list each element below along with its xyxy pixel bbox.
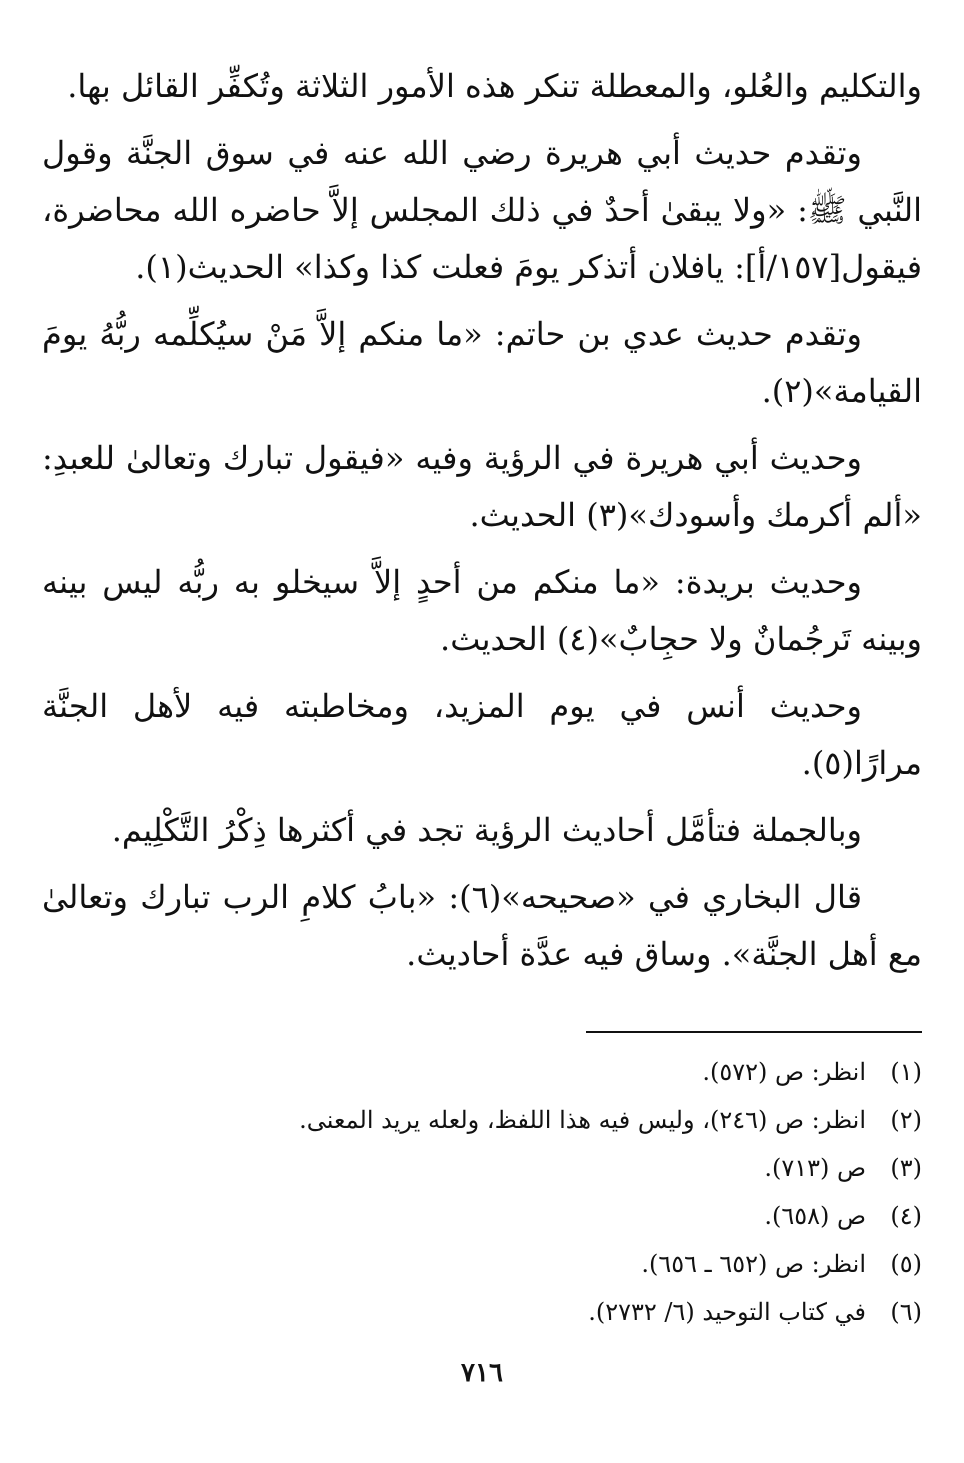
paragraph: وحديث أبي هريرة في الرؤية وفيه «فيقول تبارك وتعالىٰ للعبدِ: «ألم أكرمك وأسودك»(٣) الحديث. (42, 439, 922, 534)
footnote (42, 1048, 922, 1096)
footnote-separator (586, 1031, 922, 1033)
footnote (42, 1144, 922, 1192)
footnote-number: (٢) (890, 1106, 922, 1134)
footnote (42, 1288, 922, 1336)
footnote (42, 1096, 922, 1144)
main-text (42, 58, 922, 983)
paragraph: وبالجملة فتأمَّل أحاديث الرؤية تجد في أكثرها ذِكْرُ التَّكْلِيم. (111, 811, 862, 849)
footnote-text: انظر: ص (٢٤٦)، وليس فيه هذا اللفظ، ولعله يريد المعنى. (299, 1106, 866, 1134)
footnote-number: (٣) (890, 1154, 922, 1182)
page-number: ٧١٦ (461, 1358, 503, 1388)
footnotes (42, 1048, 922, 1336)
footnote-number: (٥) (890, 1250, 922, 1278)
footnote-number: (١) (890, 1058, 922, 1086)
footnote-text: انظر: ص (٥٧٢). (702, 1058, 866, 1086)
paragraph: وتقدم حديث عدي بن حاتم: «ما منكم إلاَّ مَنْ سيُكلِّمه ربُّهُ يومَ القيامة»(٢). (42, 315, 922, 410)
footnote (42, 1240, 922, 1288)
footnote-text: في كتاب التوحيد (٦/ ٢٧٣٢). (588, 1298, 866, 1326)
footnote-text: ص (٦٥٨). (764, 1202, 866, 1230)
book-page (42, 58, 922, 1438)
paragraph: وحديث بريدة: «ما منكم من أحدٍ إلاَّ سيخلو به ربُّه ليس بينه وبينه تَرجُمانٌ ولا حجِابٌ»(٤) الحديث. (42, 563, 922, 658)
footnote-number: (٤) (890, 1202, 922, 1230)
paragraph: والتكليم والعُلو، والمعطلة تنكر هذه الأمور الثلاثة وتُكفِّر القائل بها. (67, 67, 922, 105)
footnote (42, 1192, 922, 1240)
footnote-text: ص (٧١٣). (764, 1154, 866, 1182)
paragraph: وحديث أنس في يوم المزيد، ومخاطبته فيه لأهل الجنَّة مرارًا(٥). (42, 687, 922, 782)
paragraph: قال البخاري في «صحيحه»(٦): «بابُ كلامِ الرب تبارك وتعالىٰ مع أهل الجنَّة». وساق فيه عدَّة أحاديث. (42, 878, 922, 973)
footnote-number: (٦) (890, 1298, 922, 1326)
paragraph: وتقدم حديث أبي هريرة رضي الله عنه في سوق الجنَّة وقول النَّبي ﷺ: «ولا يبقىٰ أحدٌ في ذلك المجلس إلاَّ حاضره الله محاضرة، فيقول[١٥٧/أ]: يافلان أتذكر يومَ فعلت كذا وكذا» الحديث(١). (42, 134, 922, 286)
footnote-text: انظر: ص (٦٥٢ ـ ٦٥٦). (641, 1250, 866, 1278)
